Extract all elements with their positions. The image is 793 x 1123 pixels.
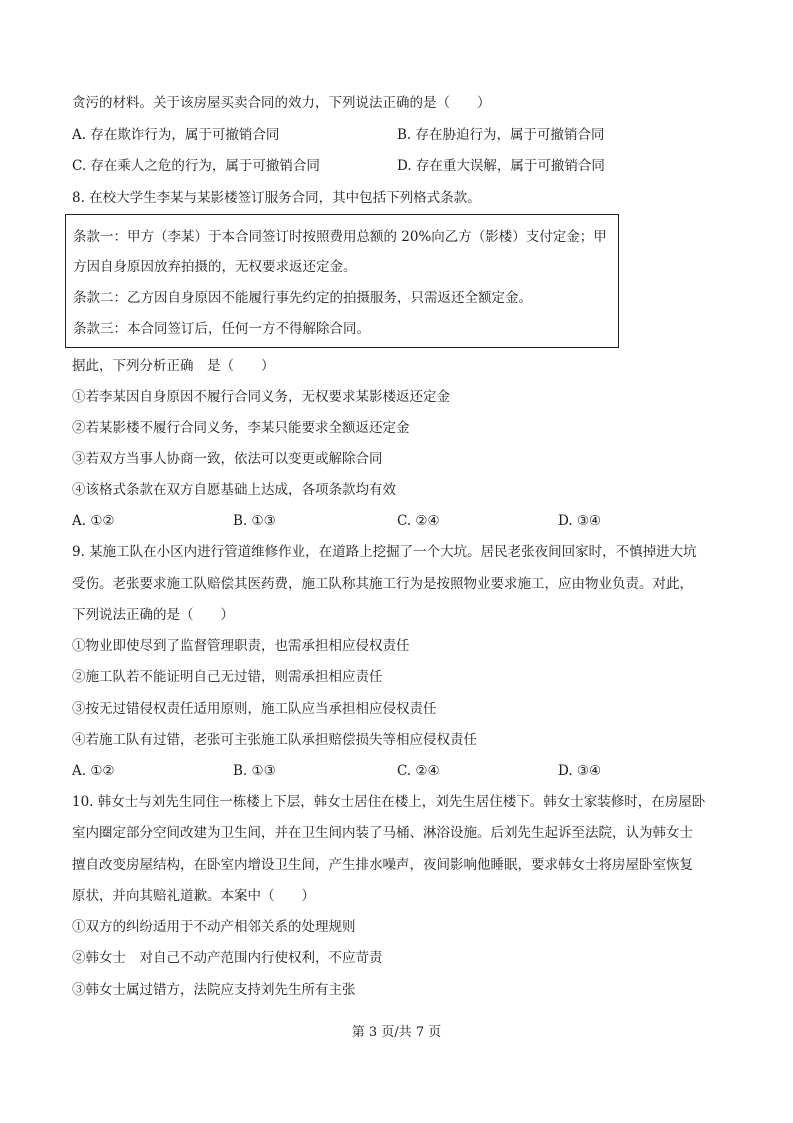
q9-option-d: D. ③④ [558, 763, 602, 779]
q9-statement-2: ②施工队若不能证明自己无过错，则需承担相应责任 [72, 669, 383, 685]
page-number: 第 3 页/共 7 页 [351, 1025, 442, 1040]
clause-line: 条款一：甲方（李某）于本合同签订时按照费用总额的 20%向乙方（影楼）支付定金；甲 [73, 229, 607, 245]
q9-option-c: C. ②④ [397, 763, 440, 779]
q8-option-b: B. ①③ [233, 513, 276, 529]
q10-stem: 擅自改变房屋结构，在卧室内增设卫生间，产生排水噪声，夜间影响他睡眠，要求韩女士将房屋卧室恢复 [72, 857, 693, 873]
q8-option-d: D. ③④ [558, 513, 602, 529]
clause-line: 条款二：乙方因自身原因不能履行事先约定的拍摄服务，只需返还全额定金。 [73, 290, 532, 306]
q8-question: 据此，下列分析正确 是（ ） [72, 358, 275, 374]
q7-option-b: B. 存在胁迫行为，属于可撤销合同 [397, 127, 605, 143]
q9-stem: 受伤。老张要求施工队赔偿其医药费，施工队称其施工行为是按照物业要求施工，应由物业负责。对此， [72, 576, 693, 592]
q8-statement-1: ①若李某因自身原因不履行合同义务，无权要求某影楼返还定金 [72, 389, 450, 405]
q9-statement-3: ③按无过错侵权责任适用原则，施工队应当承担相应侵权责任 [72, 701, 437, 717]
q9-statement-4: ④若施工队有过错，老张可主张施工队承担赔偿损失等相应侵权责任 [72, 732, 477, 748]
contract-clauses-box [65, 214, 619, 348]
q9-stem: 9. 某施工队在小区内进行管道维修作业，在道路上挖掘了一个大坑。居民老张夜间回家时，不慎掉进大坑 [72, 544, 697, 560]
q8-statement-2: ②若某影楼不履行合同义务，李某只能要求全额返还定金 [72, 420, 410, 436]
q10-statement-2: ②韩女士 对自己不动产范围内行使权利，不应苛责 [72, 950, 383, 966]
q8-statement-4: ④该格式条款在双方自愿基础上达成，各项条款均有效 [72, 482, 396, 498]
q7-stem-tail: 贪污的材料。关于该房屋买卖合同的效力，下列说法正确的是（ ） [72, 95, 491, 111]
q8-statement-3: ③若双方当事人协商一致，依法可以变更或解除合同 [72, 451, 383, 467]
q9-option-a: A. ①② [72, 763, 115, 779]
q10-statement-1: ①双方的纠纷适用于不动产相邻关系的处理规则 [72, 919, 356, 935]
q9-statement-1: ①物业即使尽到了监督管理职责，也需承担相应侵权责任 [72, 638, 410, 654]
q7-option-d: D. 存在重大误解，属于可撤销合同 [397, 158, 605, 174]
clause-line: 条款三：本合同签订后，任何一方不得解除合同。 [73, 321, 370, 337]
q10-stem: 原状，并向其赔礼道歉。本案中（ ） [72, 888, 315, 904]
q8-option-a: A. ①② [72, 513, 115, 529]
q7-option-a: A. 存在欺诈行为，属于可撤销合同 [72, 127, 280, 143]
q8-stem: 8. 在校大学生李某与某影楼签订服务合同，其中包括下列格式条款。 [72, 190, 481, 206]
q9-stem: 下列说法正确的是（ ） [72, 607, 234, 623]
q9-option-b: B. ①③ [233, 763, 276, 779]
q10-stem: 室内圈定部分空间改建为卫生间，并在卫生间内装了马桶、淋浴设施。后刘先生起诉至法院，认为韩女士 [72, 825, 693, 841]
q8-option-c: C. ②④ [397, 513, 440, 529]
q10-statement-3: ③韩女士属过错方，法院应支持刘先生所有主张 [72, 982, 356, 998]
clause-line: 方因自身原因放弃拍摄的，无权要求返还定金。 [73, 259, 357, 275]
q7-option-c: C. 存在乘人之危的行为，属于可撤销合同 [72, 158, 320, 174]
q10-stem: 10. 韩女士与刘先生同住一栋楼上下层，韩女士居住在楼上，刘先生居住楼下。韩女士家装修时，在房屋卧 [72, 794, 706, 810]
